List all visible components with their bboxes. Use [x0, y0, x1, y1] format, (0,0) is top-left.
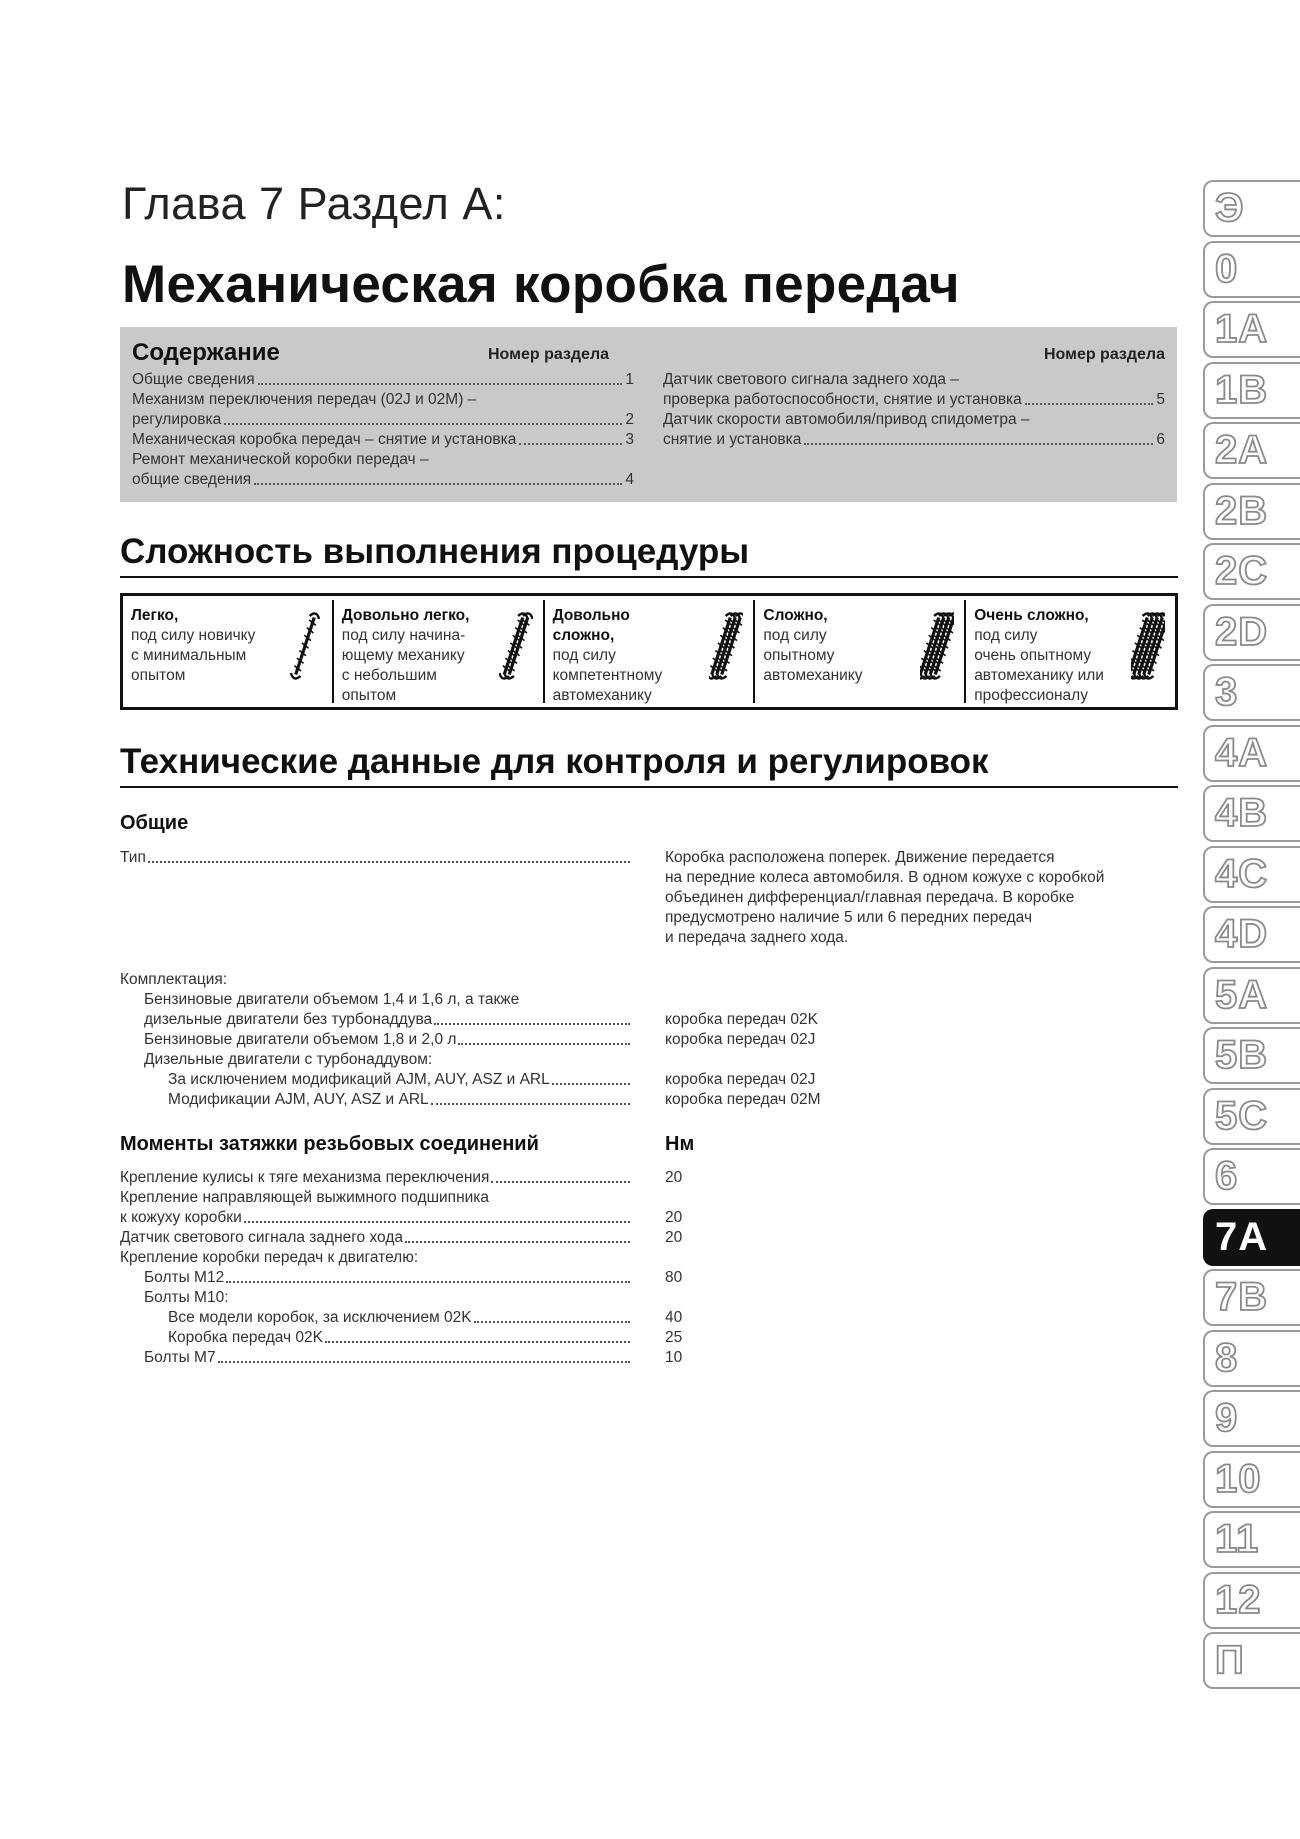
chapter-tab-label: 7A: [1215, 1214, 1269, 1259]
difficulty-level-desc: с небольшим: [341, 667, 437, 684]
chapter-tab-3[interactable]: [1203, 664, 1300, 721]
type-description-line: Коробка расположена поперек. Движение передается: [665, 849, 1055, 866]
difficulty-level-desc: под силу: [552, 647, 616, 664]
difficulty-level-desc: автомеханику: [552, 687, 652, 704]
list-row-text: За исключением модификаций AJM, AUY, ASZ и ARL: [168, 1071, 550, 1088]
chapter-tab-2b[interactable]: [1203, 483, 1300, 540]
list-row-value: коробка передач 02K: [665, 1011, 818, 1028]
section-number-header-right: Номер раздела: [1043, 346, 1165, 363]
chapter-tab-label: 3: [1215, 670, 1239, 714]
chapter-tab-4c[interactable]: [1203, 846, 1300, 903]
list-row-text: Модификации AJM, AUY, ASZ и ARL: [168, 1091, 429, 1108]
toc-entry-line: [663, 390, 1165, 410]
chapter-tab-label: Э: [1215, 186, 1245, 230]
list-row-text: к кожуху коробки: [120, 1209, 242, 1226]
torque-subheading: Моменты затяжки резьбовых соединений: [120, 1133, 539, 1155]
contents-box: [120, 327, 1177, 502]
chapter-tab-5b[interactable]: [1203, 1027, 1300, 1084]
toc-entry-line: [132, 370, 634, 390]
type-description-line: объединен дифференциал/главная передача. В коробке: [665, 889, 1075, 906]
chapter-tab-label: 0: [1215, 246, 1239, 291]
contents-column-right: [663, 370, 1165, 450]
spanner-5-icon: [1131, 608, 1165, 684]
chapter-tab-12[interactable]: [1203, 1572, 1300, 1629]
list-row-line: [120, 1228, 632, 1248]
chapter-tab-label: 2C: [1215, 549, 1269, 593]
list-row-line: [120, 1050, 632, 1070]
chapter-tab-э[interactable]: [1203, 180, 1300, 237]
list-row-line: [120, 1308, 632, 1328]
difficulty-level-text: [342, 606, 492, 706]
difficulty-level-name: Сложно,: [763, 607, 828, 624]
contents-heading: Содержание: [132, 339, 280, 366]
list-row-text: Крепление направляющей выжимного подшипника: [120, 1189, 490, 1206]
torque-list: [120, 1168, 632, 1368]
chapter-tab-11[interactable]: [1203, 1511, 1300, 1568]
toc-entry-line: [132, 450, 634, 470]
list-row-value: 25: [665, 1329, 683, 1346]
list-row-value: 40: [665, 1309, 683, 1326]
list-row-text: дизельные двигатели без турбонаддува: [144, 1011, 433, 1028]
type-description-line: на передние колеса автомобиля. В одном кожухе с коробкой: [665, 869, 1105, 886]
chapter-tab-label: 4C: [1215, 851, 1269, 896]
list-row-line: [120, 1090, 632, 1110]
list-row-text: Крепление кулисы к тяге механизма переключения: [120, 1169, 490, 1186]
type-description: [665, 848, 1185, 948]
difficulty-level-text: [131, 606, 281, 686]
chapter-tabs: [1203, 180, 1300, 1693]
difficulty-level-text: [763, 606, 913, 686]
chapter-tab-4b[interactable]: [1203, 785, 1300, 842]
configuration-list: [120, 970, 632, 1110]
difficulty-level: [334, 600, 545, 703]
difficulty-level-text: [974, 606, 1124, 706]
chapter-tab-1b[interactable]: [1203, 362, 1300, 419]
difficulty-level: [966, 600, 1175, 703]
chapter-tab-8[interactable]: [1203, 1330, 1300, 1387]
list-row-line: [120, 1288, 632, 1308]
difficulty-level-desc: под силу начина-: [341, 627, 466, 644]
chapter-tab-1a[interactable]: [1203, 301, 1300, 358]
chapter-tab-2d[interactable]: [1203, 604, 1300, 661]
difficulty-level: [755, 600, 966, 703]
difficulty-level-name: сложно,: [552, 627, 615, 644]
toc-entry-number: 6: [1156, 431, 1165, 448]
list-row-line: [120, 1208, 632, 1228]
configuration-label: Комплектация:: [120, 971, 228, 988]
list-row-line: [120, 990, 632, 1010]
toc-entry-text: Датчик светового сигнала заднего хода –: [663, 371, 959, 388]
chapter-tab-5a[interactable]: [1203, 967, 1300, 1024]
spanner-1-icon: [288, 608, 322, 684]
spanner-4-icon: [920, 608, 954, 684]
list-row-line: [120, 1268, 632, 1288]
chapter-tab-9[interactable]: [1203, 1390, 1300, 1447]
list-row-line: [120, 1070, 632, 1090]
chapter-tab-4a[interactable]: [1203, 725, 1300, 782]
difficulty-level: [123, 600, 334, 703]
chapter-tab-label: 5C: [1215, 1093, 1269, 1138]
chapter-tab-label: 5B: [1215, 1033, 1269, 1077]
list-row-value: коробка передач 02J: [665, 1071, 816, 1088]
toc-entry-number: 4: [625, 471, 634, 488]
torque-values: [665, 1168, 682, 1368]
chapter-tab-label: 10: [1215, 1456, 1262, 1501]
list-row-value: 80: [665, 1269, 683, 1286]
list-row-text: Болты М12: [144, 1269, 225, 1286]
chapter-tab-5c[interactable]: [1203, 1088, 1300, 1145]
toc-entry-line: [132, 430, 634, 450]
type-label: Тип: [120, 849, 146, 866]
difficulty-level-desc: опытом: [131, 667, 186, 684]
list-row-text: Датчик светового сигнала заднего хода: [120, 1229, 404, 1246]
general-subheading: Общие: [120, 812, 189, 834]
list-row-value: 20: [665, 1209, 683, 1226]
toc-entry-text: Общие сведения: [132, 371, 255, 388]
list-row-value: коробка передач 02J: [665, 1031, 816, 1048]
toc-entry-text: Механизм переключения передач (02J и 02M) –: [132, 391, 477, 408]
toc-entry-line: [132, 470, 634, 490]
difficulty-level-desc: с минимальным: [131, 647, 247, 664]
chapter-tab-label: 9: [1215, 1396, 1239, 1440]
chapter-tab-2a[interactable]: [1203, 422, 1300, 479]
chapter-tab-label: 8: [1215, 1335, 1239, 1380]
difficulty-level-desc: под силу: [974, 627, 1038, 644]
chapter-title: Глава 7 Раздел А:: [122, 178, 506, 229]
list-row-line: [120, 1168, 632, 1188]
chapter-tab-label: П: [1215, 1638, 1245, 1682]
configuration-values: [665, 990, 821, 1110]
difficulty-level-desc: под силу: [763, 627, 827, 644]
chapter-tab-label: 2D: [1215, 609, 1269, 654]
chapter-tab-7a[interactable]: [1203, 1209, 1300, 1266]
difficulty-scale: [120, 593, 1178, 710]
spanner-3-icon: [709, 608, 743, 684]
list-row-text: Все модели коробок, за исключением 02K: [168, 1309, 472, 1326]
chapter-tab-п[interactable]: [1203, 1632, 1300, 1689]
list-row-value: коробка передач 02M: [665, 1091, 821, 1108]
chapter-tab-label: 4A: [1215, 730, 1269, 775]
toc-entry-line: [663, 430, 1165, 450]
list-row-text: Бензиновые двигатели объемом 1,8 и 2,0 л: [144, 1031, 457, 1048]
toc-entry-number: 2: [625, 411, 634, 428]
toc-entry-number: 5: [1156, 391, 1165, 408]
difficulty-level-desc: очень опытному: [974, 647, 1092, 664]
toc-entry-number: 1: [625, 371, 634, 388]
chapter-tab-label: 2A: [1215, 428, 1269, 472]
chapter-tab-label: 1B: [1215, 367, 1269, 412]
list-row-line: [120, 1348, 632, 1368]
list-row-line: [120, 1030, 632, 1050]
chapter-tab-0[interactable]: [1203, 241, 1300, 298]
chapter-tab-label: 6: [1215, 1154, 1239, 1198]
chapter-tab-10[interactable]: [1203, 1451, 1300, 1508]
chapter-tab-6[interactable]: [1203, 1148, 1300, 1205]
toc-entry-text: регулировка: [132, 411, 222, 428]
chapter-tab-label: 11: [1215, 1517, 1260, 1561]
toc-entry-text: снятие и установка: [663, 431, 802, 448]
list-row-text: Коробка передач 02K: [168, 1329, 324, 1346]
difficulty-level-name: Довольно легко,: [341, 607, 470, 624]
chapter-tab-label: 7B: [1215, 1275, 1269, 1319]
list-row-text: Болты М7: [144, 1349, 216, 1366]
chapter-tab-2c[interactable]: [1203, 543, 1300, 600]
page-title: Механическая коробка передач: [122, 255, 960, 314]
tech-data-heading: Технические данные для контроля и регулировок: [120, 742, 1178, 788]
torque-unit: Нм: [665, 1133, 695, 1155]
list-row-value: 10: [665, 1349, 683, 1366]
chapter-tab-label: 4B: [1215, 791, 1269, 835]
list-row-value: 20: [665, 1229, 683, 1246]
list-row-line: [120, 1248, 632, 1268]
difficulty-level-desc: под силу новичку: [131, 627, 256, 644]
list-row-line: [120, 1188, 632, 1208]
type-row: [120, 848, 632, 868]
contents-column-left: [132, 370, 634, 490]
list-row-text: Крепление коробки передач к двигателю:: [120, 1249, 419, 1266]
difficulty-level-name: Легко,: [131, 607, 179, 624]
difficulty-level-desc: опытом: [341, 687, 397, 704]
chapter-tab-label: 5A: [1215, 972, 1269, 1017]
difficulty-level-desc: профессионалу: [974, 687, 1088, 704]
difficulty-level-text: [553, 606, 703, 706]
list-row-text: Бензиновые двигатели объемом 1,4 и 1,6 л, а также: [144, 991, 520, 1008]
chapter-tab-label: 2B: [1215, 488, 1269, 533]
chapter-tab-7b[interactable]: [1203, 1269, 1300, 1326]
section-number-header-left: Номер раздела: [488, 346, 610, 363]
difficulty-level: [545, 600, 756, 703]
difficulty-level-desc: автомеханику: [763, 667, 863, 684]
spanner-2-icon: [499, 608, 533, 684]
toc-entry-line: [132, 410, 634, 430]
chapter-tab-label: 12: [1215, 1577, 1262, 1622]
difficulty-level-desc: опытному: [763, 647, 835, 664]
chapter-tab-label: 1A: [1215, 307, 1269, 351]
toc-entry-line: [663, 410, 1165, 430]
toc-entry-text: общие сведения: [132, 471, 252, 488]
list-row-text: Болты М10:: [144, 1289, 229, 1306]
toc-entry-text: Датчик скорости автомобиля/привод спидометра –: [663, 411, 1030, 428]
difficulty-level-desc: компетентному: [552, 667, 663, 684]
difficulty-level-desc: ющему механику: [341, 647, 465, 664]
toc-entry-number: 3: [625, 431, 634, 448]
difficulty-level-name: Очень сложно,: [974, 607, 1089, 624]
toc-entry-text: Механическая коробка передач – снятие и установка: [132, 431, 517, 448]
toc-entry-line: [663, 370, 1165, 390]
type-description-line: предусмотрено наличие 5 или 6 передних передач: [665, 909, 1033, 926]
chapter-tab-4d[interactable]: [1203, 906, 1300, 963]
chapter-tab-label: 4D: [1215, 912, 1269, 956]
difficulty-heading: Сложность выполнения процедуры: [120, 532, 1178, 578]
type-description-line: и передача заднего хода.: [665, 929, 849, 946]
toc-entry-text: Ремонт механической коробки передач –: [132, 451, 429, 468]
list-row-text: Дизельные двигатели с турбонаддувом:: [144, 1051, 433, 1068]
toc-entry-line: [132, 390, 634, 410]
list-row-line: [120, 1328, 632, 1348]
difficulty-level-desc: автомеханику или: [974, 667, 1104, 684]
difficulty-level-name: Довольно: [552, 607, 630, 624]
list-row-value: 20: [665, 1169, 683, 1186]
toc-entry-text: проверка работоспособности, снятие и установка: [663, 391, 1022, 408]
list-row-line: [120, 1010, 632, 1030]
